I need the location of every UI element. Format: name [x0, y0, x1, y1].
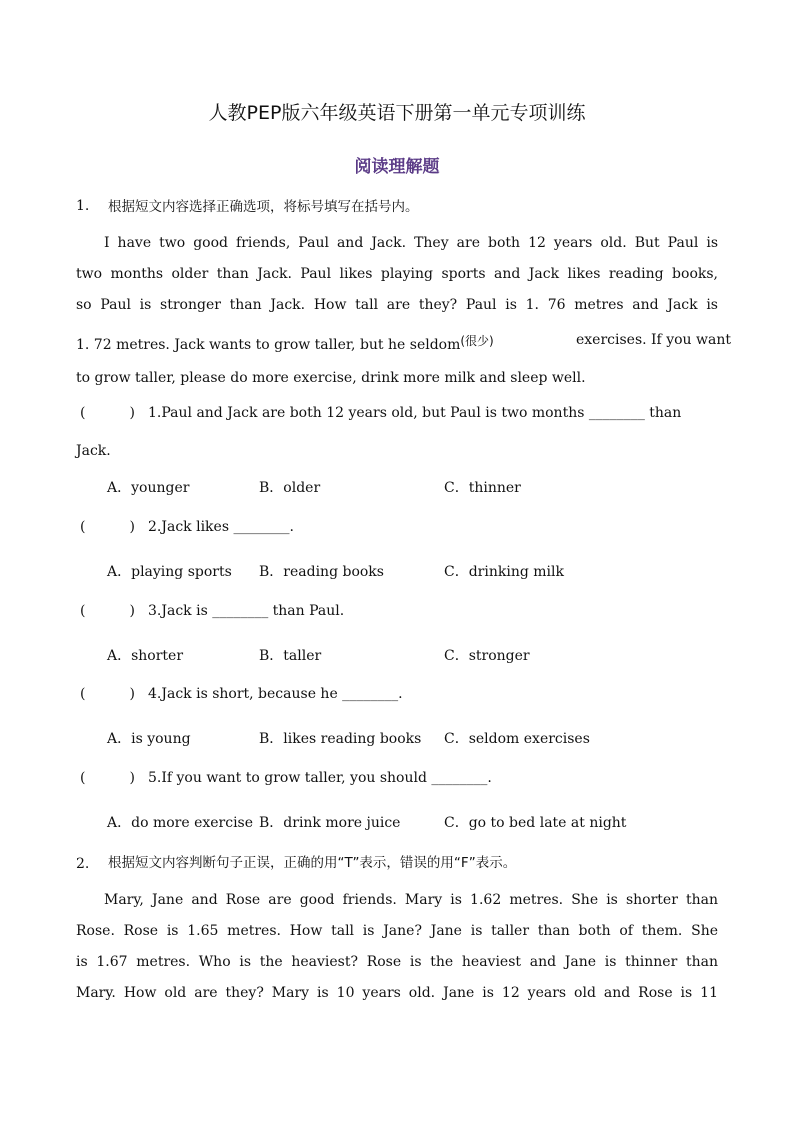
q4-option-c[interactable]: C．seldom exercises — [444, 731, 590, 747]
gloss-note: (很少) — [460, 334, 494, 348]
passage1-line-1: I have two good friends, Paul and Jack. They are both 12 years old. But Paul is — [104, 235, 718, 251]
answer-bracket-3[interactable]: ( ) — [80, 603, 135, 619]
question-4 — [80, 686, 403, 702]
answer-bracket-4[interactable]: ( ) — [80, 686, 135, 702]
passage2-line-4: Mary. How old are they? Mary is 10 years old. Jane is 12 years old and Rose is 11 — [76, 985, 718, 1001]
q1-option-b[interactable]: B．older — [259, 480, 321, 496]
passage1-line-4 — [76, 332, 494, 353]
q1-option-a[interactable]: A．younger — [107, 480, 190, 496]
question-5-text: 5.If you want to grow taller, you should ________. — [148, 770, 492, 786]
passage1-line-2: two months older than Jack. Paul likes playing sports and Jack likes reading books, — [76, 266, 718, 282]
q3-option-b[interactable]: B．taller — [259, 648, 322, 664]
passage2-line-1: Mary, Jane and Rose are good friends. Mary is 1.62 metres. She is shorter than — [104, 892, 718, 908]
section2-number: 2. — [76, 856, 90, 872]
q2-option-a[interactable]: A．playing sports — [107, 564, 232, 580]
question-4-text: 4.Jack is short, because he ________. — [148, 686, 403, 702]
question-1-continued: Jack. — [76, 443, 111, 459]
q3-option-a[interactable]: A．shorter — [107, 648, 184, 664]
passage1-line-4-text: 1. 72 metres. Jack wants to grow taller, but he seldom — [76, 337, 461, 353]
passage1-line-3: so Paul is stronger than Jack. How tall are they? Paul is 1. 76 metres and Jack is — [76, 297, 718, 313]
passage2-line-2: Rose. Rose is 1.65 metres. How tall is Jane? Jane is taller than both of them. She — [76, 923, 718, 939]
question-2-text: 2.Jack likes ________. — [148, 519, 294, 535]
question-5 — [80, 770, 492, 786]
question-1-text: 1.Paul and Jack are both 12 years old, but Paul is two months ________ than — [148, 405, 682, 421]
answer-bracket-5[interactable]: ( ) — [80, 770, 135, 786]
passage1-line-4-end: exercises. If you want — [576, 332, 731, 348]
passage2-line-3: is 1.67 metres. Who is the heaviest? Rose is the heaviest and Jane is thinner than — [76, 954, 718, 970]
question-2 — [80, 519, 294, 535]
answer-bracket-1[interactable]: ( ) — [80, 405, 135, 421]
q1-option-c[interactable]: C．thinner — [444, 480, 521, 496]
q2-option-c[interactable]: C．drinking milk — [444, 564, 564, 580]
q4-option-b[interactable]: B．likes reading books — [259, 731, 422, 747]
question-3-text: 3.Jack is ________ than Paul. — [148, 603, 345, 619]
q4-option-a[interactable]: A．is young — [107, 731, 191, 747]
q3-option-c[interactable]: C．stronger — [444, 648, 530, 664]
question-1 — [80, 405, 681, 421]
passage1-line-5: to grow taller, please do more exercise, drink more milk and sleep well. — [76, 370, 586, 386]
answer-bracket-2[interactable]: ( ) — [80, 519, 135, 535]
section-subtitle: 阅读理解题 — [354, 157, 440, 177]
question-3 — [80, 603, 344, 619]
q2-option-b[interactable]: B．reading books — [259, 564, 384, 580]
section2-instruction: 根据短文内容判断句子正误，正确的用“T”表示，错误的用“F”表示。 — [108, 855, 517, 871]
section1-instruction: 根据短文内容选择正确选项，将标号填写在括号内。 — [108, 199, 419, 215]
q5-option-a[interactable]: A．do more exercise — [107, 815, 254, 831]
q5-option-b[interactable]: B．drink more juice — [259, 815, 401, 831]
q5-option-c[interactable]: C．go to bed late at night — [444, 815, 627, 831]
section1-number: 1. — [76, 198, 90, 214]
page-title: 人教PEP版六年级英语下册第一单元专项训练 — [208, 102, 586, 124]
